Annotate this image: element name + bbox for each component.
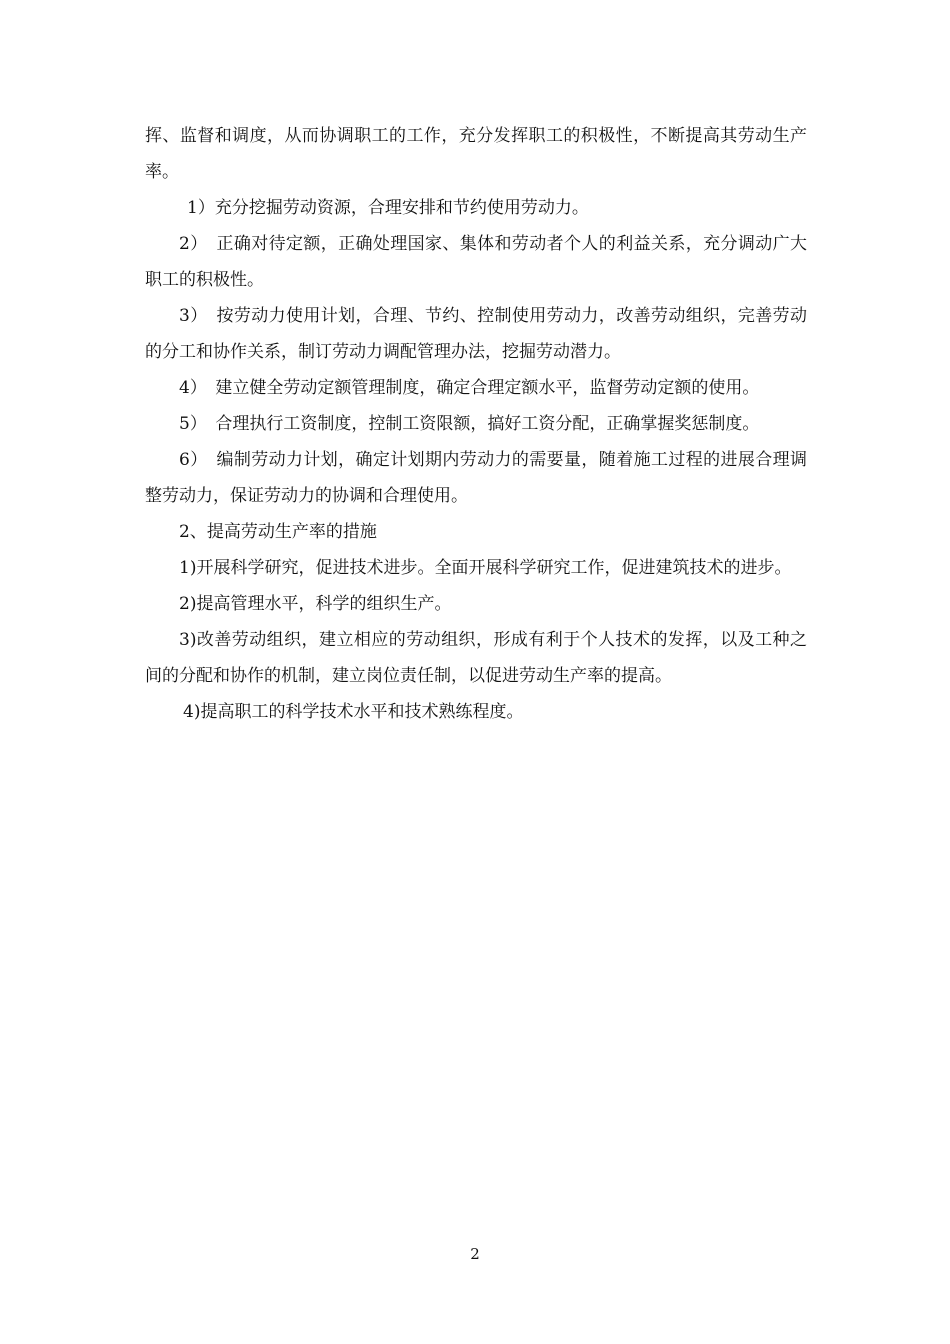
page-body (145, 118, 807, 730)
page-number: 2 (470, 1245, 480, 1263)
list-item-5: 5） 合理执行工资制度，控制工资限额，搞好工资分配，正确掌握奖惩制度。 (179, 414, 760, 434)
paragraph-continuation: 挥、监督和调度，从而协调职工的工作，充分发挥职工的积极性，不断提高其劳动生产率。 (145, 126, 807, 182)
list-item-4: 4） 建立健全劳动定额管理制度，确定合理定额水平，监督劳动定额的使用。 (179, 378, 760, 398)
measure-item-4: 4)提高职工的科学技术水平和技术熟练程度。 (183, 702, 524, 722)
measure-item-2: 2)提高管理水平，科学的组织生产。 (179, 594, 452, 614)
list-item-3: 3） 按劳动力使用计划，合理、节约、控制使用劳动力，改善劳动组织，完善劳动的分工和协作关系，制订劳动力调配管理办法，挖掘劳动潜力。 (145, 306, 807, 362)
list-item-1: 1）充分挖掘劳动资源，合理安排和节约使用劳动力。 (187, 198, 589, 218)
measure-item-3: 3)改善劳动组织，建立相应的劳动组织，形成有利于个人技术的发挥，以及工种之间的分配和协作的机制，建立岗位责任制，以促进劳动生产率的提高。 (145, 630, 807, 686)
measure-item-1: 1)开展科学研究，促进技术进步。全面开展科学研究工作，促进建筑技术的进步。 (179, 558, 792, 578)
list-item-6: 6） 编制劳动力计划，确定计划期内劳动力的需要量，随着施工过程的进展合理调整劳动力，保证劳动力的协调和合理使用。 (145, 450, 807, 506)
section-heading: 2、提高劳动生产率的措施 (179, 522, 377, 542)
list-item-2: 2） 正确对待定额，正确处理国家、集体和劳动者个人的利益关系，充分调动广大职工的积极性。 (145, 234, 807, 290)
